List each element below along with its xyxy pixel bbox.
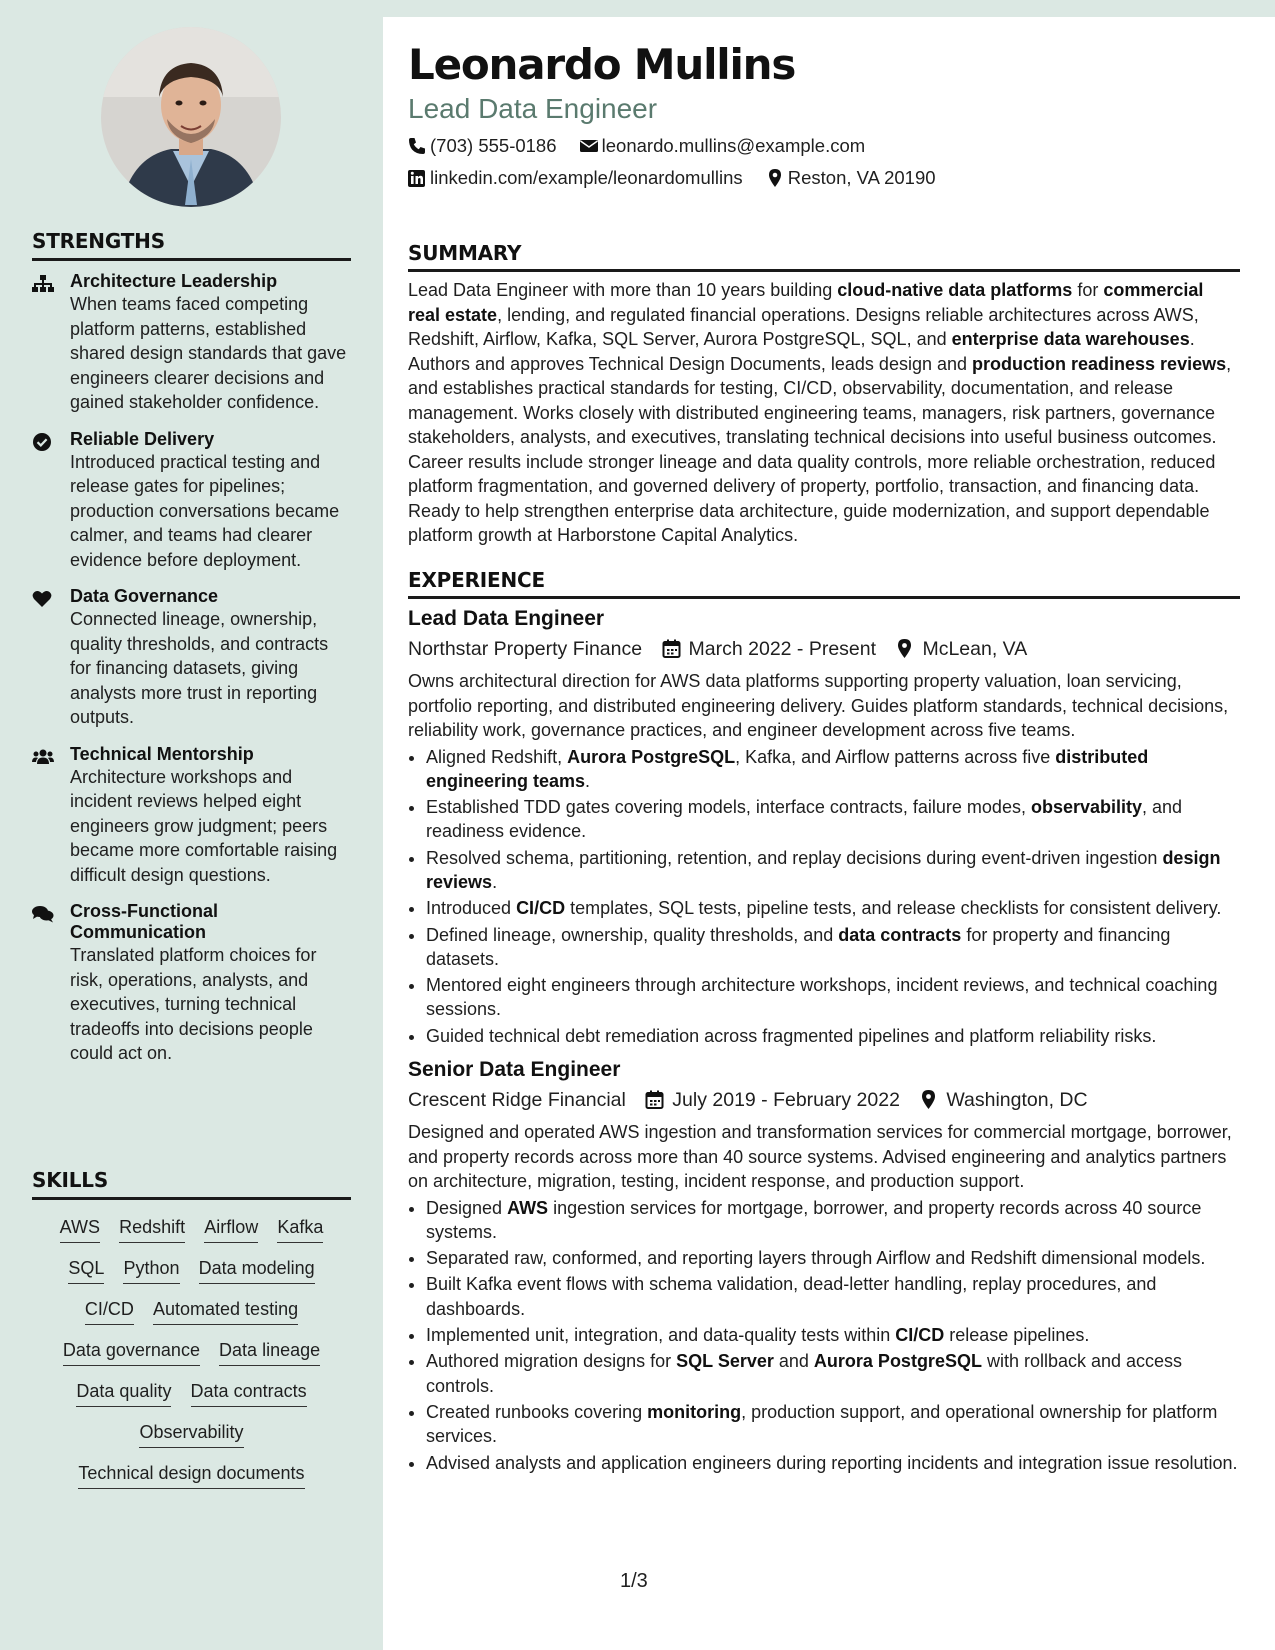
bullet-item [426, 1400, 1240, 1449]
bullet-item [426, 923, 1240, 972]
bold-text: monitoring [647, 1401, 742, 1422]
check-circle-icon [32, 433, 54, 451]
job-dates-item [645, 1084, 900, 1116]
bold-text: AWS [507, 1197, 549, 1218]
text-run: Created runbooks covering [426, 1401, 648, 1422]
candidate-name: Leonardo Mullins [408, 40, 796, 89]
skill-tag: AWS [60, 1216, 100, 1243]
job-location-item [895, 633, 1027, 665]
job-meta [408, 633, 1240, 665]
job-title: Lead Data Engineer [408, 607, 605, 630]
text-run: . [492, 871, 498, 892]
bullet-item [426, 745, 1240, 794]
calendar-icon [662, 639, 681, 658]
bullet-item [426, 973, 1240, 1022]
text-run: Authored migration designs for [426, 1351, 677, 1372]
text-run: . Authors and approves Technical Design Documents, leads design and [408, 329, 1195, 374]
skill-tag: Data modeling [199, 1257, 315, 1284]
bold-text: distributed engineering teams [426, 746, 1149, 791]
bold-text: design reviews [426, 847, 1221, 892]
users-icon [32, 748, 54, 766]
page-number: 1/3 [620, 1570, 648, 1592]
linkedin-icon [408, 169, 426, 187]
job-location: Washington, DC [946, 1089, 1088, 1112]
text-run: with rollback and access controls. [426, 1351, 1183, 1396]
text-run: , production support, and operational ownership for platform services. [426, 1401, 1218, 1447]
skill-tag: Data lineage [219, 1339, 320, 1366]
calendar-icon [645, 1090, 664, 1109]
job-company: Crescent Ridge Financial [408, 1089, 626, 1112]
skill-tag: Kafka [277, 1216, 323, 1243]
bold-text: data contracts [838, 924, 962, 945]
text-run: for property and financing datasets. [426, 924, 1171, 969]
contact-row [408, 130, 1238, 162]
text-run: Mentored eight engineers through architecture workshops, incident reviews, and technical coaching sessions. [426, 975, 1218, 1020]
bold-text: commercial real estate [408, 280, 1204, 325]
bullet-item [426, 846, 1240, 895]
summary-section [408, 241, 1240, 548]
job-description: Owns architectural direction for AWS data platforms supporting property valuation, loan servicing, portfolio reporting, and distributed engineering delivery. Guides platform standards, technical decisions, reliability work, governance practices, and engineer development across five teams. [408, 671, 1229, 740]
bold-text: SQL Server [676, 1351, 774, 1372]
job-dates: March 2022 - Present [688, 638, 877, 660]
location-text: Reston, VA 20190 [787, 167, 936, 188]
bullet-item [426, 1272, 1240, 1321]
strength-item [32, 586, 351, 730]
text-run: Guided technical debt remediation across fragmented pipelines and platform reliability risks. [426, 1025, 1157, 1046]
job-entry [408, 1056, 1240, 1475]
skill-tag: Data contracts [191, 1380, 307, 1407]
linkedin-text: linkedin.com/example/leonardomullins [430, 167, 743, 188]
text-run: . [585, 770, 591, 791]
linkedin-item [408, 162, 743, 194]
bold-text: cloud-native data platforms [837, 280, 1073, 300]
bold-text: production readiness reviews [972, 353, 1227, 374]
location-item [766, 162, 936, 194]
text-run: , and readiness evidence. [426, 797, 1183, 842]
job-dates-item [662, 633, 877, 665]
strength-body: Connected lineage, ownership, quality thresholds, and contracts for financing datasets, giving analysts more trust in reporting outputs. [70, 609, 329, 727]
strength-body: Translated platform choices for risk, operations, analysts, and executives, turning technical tradeoffs into decisions people could act on. [70, 945, 317, 1063]
strength-title: Cross-Functional Communication [70, 901, 219, 942]
job-entry [408, 605, 1240, 1048]
job-company: Northstar Property Finance [408, 638, 643, 660]
text-run: release pipelines. [944, 1325, 1090, 1346]
sitemap-icon [32, 275, 54, 293]
job-description: Designed and operated AWS ingestion and transformation services for commercial mortgage, borrower, and property records across more than 40 source systems. Advised engineering and analytics partners on architecture, migration, testing, incident response, and production support. [408, 1122, 1232, 1192]
bullet-item [426, 795, 1240, 844]
job-location-item [919, 1084, 1087, 1116]
text-run: Designed [426, 1197, 508, 1218]
job-title: Senior Data Engineer [408, 1058, 621, 1082]
strengths-heading: STRENGTHS [32, 229, 351, 261]
job-bullets [408, 745, 1240, 1049]
job-location: McLean, VA [922, 638, 1028, 660]
resume-header [408, 40, 1238, 194]
email-text: leonardo.mullins@example.com [601, 135, 866, 156]
skill-tag: Automated testing [153, 1298, 298, 1325]
bold-text: Aurora PostgreSQL [567, 746, 736, 767]
bold-text: Aurora PostgreSQL [813, 1351, 982, 1372]
skill-tag: Redshift [119, 1216, 185, 1243]
strength-item [32, 429, 351, 573]
skill-tag: Technical design documents [78, 1462, 304, 1489]
experience-section [408, 568, 1240, 1477]
text-run: templates, SQL tests, pipeline tests, and release checklists for consistent delivery. [565, 898, 1222, 919]
job-dates: July 2019 - February 2022 [672, 1089, 900, 1112]
text-run: for [1072, 280, 1104, 300]
contact-row [408, 162, 1238, 194]
bullet-item [426, 1349, 1240, 1398]
experience-heading: EXPERIENCE [408, 568, 1240, 599]
summary-text [408, 278, 1240, 548]
strength-title: Data Governance [70, 586, 219, 606]
summary-heading: SUMMARY [408, 241, 1240, 272]
phone-text: (703) 555-0186 [430, 135, 557, 156]
strength-title: Reliable Delivery [70, 428, 215, 449]
text-run: Built Kafka event flows with schema validation, dead-letter handling, replay procedures, and dashboards. [426, 1274, 1157, 1319]
skills-list [32, 1200, 351, 1495]
text-run: Implemented unit, integration, and data-quality tests within [426, 1325, 896, 1346]
text-run: Aligned Redshift, [426, 746, 568, 767]
skill-tag: Python [123, 1257, 179, 1284]
strength-item [32, 901, 351, 1066]
text-run: Separated raw, conformed, and reporting layers through Airflow and Redshift dimensional models. [426, 1248, 1206, 1269]
strength-body: When teams faced competing platform patterns, established shared design standards that gave engineers clearer decisions and gained stakeholder confidence. [70, 294, 347, 412]
skills-heading: SKILLS [32, 1168, 351, 1200]
email-item [580, 130, 866, 162]
strengths-section [32, 229, 351, 1080]
bullet-item [426, 896, 1240, 920]
text-run: , lending, and regulated financial operations. Designs reliable architectures across AWS, Redshift, Airflow, Kafka, SQL Server, Aurora PostgreSQL, SQL, and [408, 304, 1199, 349]
text-run: Resolved schema, partitioning, retention, and replay decisions during event-driven ingestion [426, 847, 1163, 868]
text-run: Defined lineage, ownership, quality thresholds, and [426, 924, 839, 945]
candidate-role: Lead Data Engineer [408, 93, 658, 124]
bullet-item [426, 1246, 1240, 1270]
skill-tag: SQL [68, 1257, 104, 1284]
skill-tag: Data quality [76, 1380, 171, 1407]
profile-photo [101, 27, 281, 207]
job-meta [408, 1084, 1240, 1116]
bold-text: CI/CD [516, 898, 566, 919]
bullet-item [426, 1451, 1240, 1475]
envelope-icon [580, 137, 598, 155]
skill-tag: Airflow [204, 1216, 258, 1243]
text-run: , and establishes practical standards for testing, CI/CD, observability, documentation, and release management. Works closely with distributed engineering teams, managers, risk partners, governance stakeholders, analysts, and executives, translating technical decisions into useful business outcomes. Career results include stronger lineage and data quality controls, more reliable orchestration, reduced platform fragmentation, and governed delivery of property, portfolio, transaction, and financing data. Ready to help strengthen enterprise data architecture, guide modernization, and support dependable platform growth at Harborstone Capital Analytics. [408, 353, 1232, 545]
bullet-item [426, 1196, 1240, 1245]
skill-tag: Observability [139, 1421, 243, 1448]
phone-item [408, 130, 557, 162]
comments-icon [32, 905, 54, 923]
map-pin-icon [766, 169, 784, 187]
bold-text: CI/CD [895, 1325, 945, 1346]
map-pin-icon [919, 1090, 938, 1109]
text-run: Advised analysts and application engineers during reporting incidents and integration issue resolution. [426, 1452, 1238, 1473]
map-pin-icon [895, 639, 914, 658]
job-bullets [408, 1196, 1240, 1475]
strength-item [32, 744, 351, 888]
strength-title: Architecture Leadership [70, 271, 278, 291]
heart-icon [32, 590, 54, 608]
strength-body: Introduced practical testing and release gates for pipelines; production conversations became calmer, and teams had clearer evidence before deployment. [70, 451, 340, 570]
text-run: Introduced [426, 898, 517, 919]
text-run: ingestion services for mortgage, borrower, and property records across 40 source systems. [426, 1197, 1202, 1242]
phone-icon [408, 137, 426, 155]
bold-text: enterprise data warehouses [951, 329, 1190, 349]
bullet-item [426, 1024, 1240, 1048]
text-run: Established TDD gates covering models, interface contracts, failure modes, [426, 797, 1031, 818]
skills-section [32, 1168, 351, 1495]
bullet-item [426, 1323, 1240, 1347]
text-run: , Kafka, and Airflow patterns across five [735, 746, 1056, 767]
text-run: and [773, 1351, 814, 1372]
skill-tag: CI/CD [85, 1298, 134, 1325]
skill-tag: Data governance [63, 1339, 200, 1366]
bold-text: observability [1030, 797, 1142, 818]
strength-title: Technical Mentorship [70, 743, 254, 764]
text-run: Lead Data Engineer with more than 10 years building [408, 280, 838, 300]
strength-item [32, 271, 351, 415]
strength-body: Architecture workshops and incident reviews helped eight engineers grow judgment; peers became more comfortable raising difficult design questions. [70, 766, 338, 885]
